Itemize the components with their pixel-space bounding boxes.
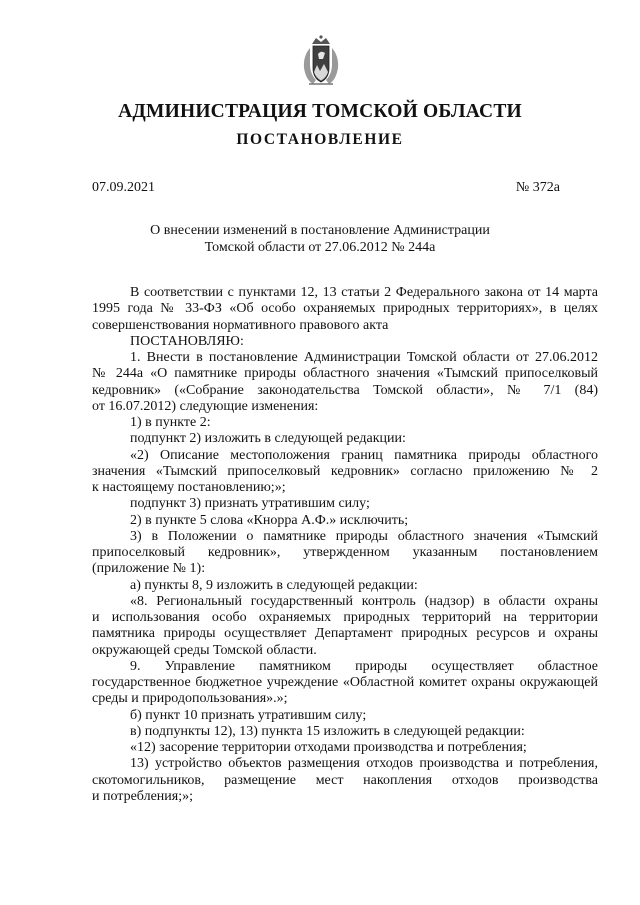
body-line: среды и природопользования».»; [92, 691, 288, 707]
document-body [92, 285, 598, 805]
body-line: кедровник» («Собрание законодательства Томской области», № 7/1 (84) [92, 382, 598, 398]
body-line: подпункт 2) изложить в следующей редакции: [130, 431, 406, 447]
body-line: государственное бюджетное учреждение «Областной комитет охраны окружающей [92, 675, 598, 690]
coat-of-arms-icon [300, 34, 342, 88]
body-line: «12) засорение территории отходами производства и потребления; [130, 740, 527, 755]
subject-line: Томской области от 27.06.2012 № 244а [204, 240, 436, 255]
body-line: «8. Региональный государственный контроль (надзор) в области охраны [130, 593, 598, 609]
body-line: 1. Внести в постановление Администрации Томской области от 27.06.2012 [130, 350, 598, 365]
body-line: значения «Тымский припоселковый кедровник» согласно приложению № 2 [92, 463, 598, 479]
body-line: 9. Управление памятником природы осуществляет областное [130, 658, 598, 674]
document-date: 07.09.2021 [92, 180, 155, 195]
body-line: скотомогильников, размещение мест накопления отходов производства [92, 772, 598, 788]
body-line: «2) Описание местоположения границ памятника природы областного [130, 447, 598, 463]
body-line: окружающей среды Томской области. [92, 642, 317, 658]
body-line: от 16.07.2012) следующие изменения: [92, 398, 319, 414]
body-line: в) подпункты 12), 13) пункта 15 изложить в следующей редакции: [130, 723, 525, 739]
body-line: б) пункт 10 признать утратившим силу; [130, 707, 367, 723]
body-line: В соответствии с пунктами 12, 13 статьи 2 Федерального закона от 14 марта [130, 285, 598, 300]
body-line: совершенствования нормативного правового акта [92, 317, 389, 333]
body-line: 2) в пункте 5 слова «Кнорра А.Ф.» исключить; [130, 512, 409, 528]
body-line: и потребления;»; [92, 788, 193, 804]
document-subject [0, 222, 640, 256]
body-line: и использования особо охраняемых природных территорий на территории [92, 610, 598, 625]
body-line: к настоящему постановлению;»; [92, 480, 286, 495]
body-line: (приложение № 1): [92, 561, 206, 577]
body-line: 3) в Положении о памятнике природы областного значения «Тымский [130, 528, 598, 544]
body-line: а) пункты 8, 9 изложить в следующей редакции: [130, 577, 418, 593]
subject-line: О внесении изменений в постановление Администрации [150, 223, 490, 238]
body-line: подпункт 3) признать утратившим силу; [130, 496, 370, 512]
body-line: памятника природы осуществляет Департамент природных ресурсов и охраны [92, 626, 598, 642]
organization-name: АДМИНИСТРАЦИЯ ТОМСКОЙ ОБЛАСТИ [118, 101, 522, 122]
document-number: № 372а [515, 180, 560, 195]
body-line: 1) в пункте 2: [130, 415, 211, 430]
body-line: № 244а «О памятнике природы областного значения «Тымский припоселковый [92, 366, 598, 382]
body-line: 13) устройство объектов размещения отходов производства и потребления, [130, 756, 598, 772]
body-line: 1995 года № 33-ФЗ «Об особо охраняемых природных территориях», в целях [92, 301, 598, 317]
body-line: припоселковый кедровник», утвержденном указанным постановлением [92, 545, 598, 560]
document-type: ПОСТАНОВЛЕНИЕ [236, 131, 404, 148]
body-line: ПОСТАНОВЛЯЮ: [130, 333, 244, 349]
